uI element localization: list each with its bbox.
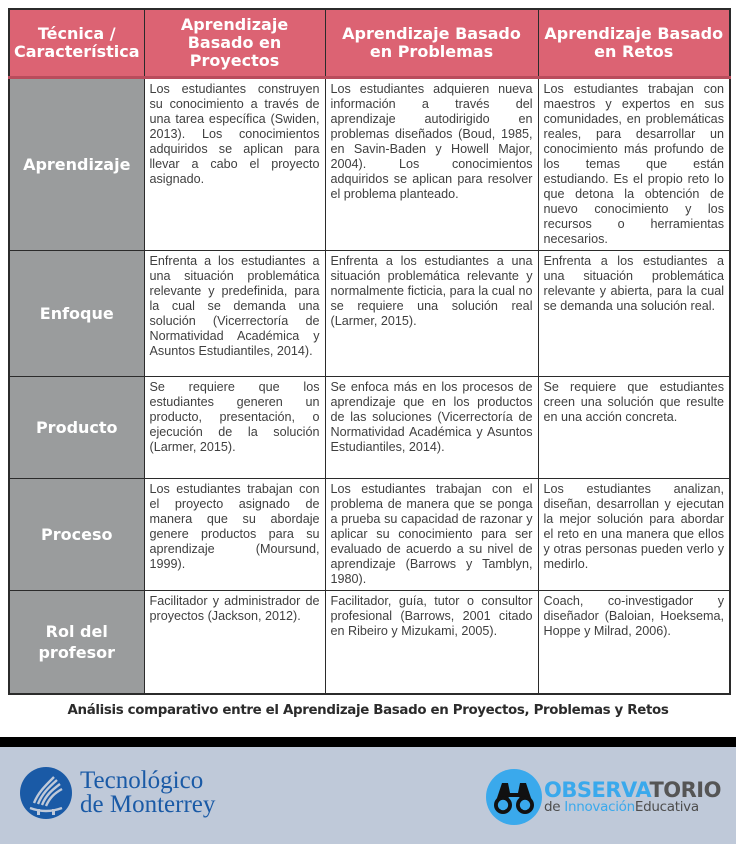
row-header: Producto — [9, 376, 144, 478]
table-cell: Se requiere que estudiantes creen una solución que resulte en una acción concreta. — [538, 376, 730, 478]
table-cell: Los estudiantes analizan, diseñan, desarrollan y ejecutan la mejor solución para abordar el reto en una manera que ellos y otras personas pueden verlo y medirlo. — [538, 478, 730, 590]
table-row-aprendizaje — [9, 77, 730, 250]
table-cell: Los estudiantes adquieren nueva información a través del aprendizaje autodirigido en problemas diseñados (Boud, 1985, en Savin-Baden y Howell Major, 2004). Los conocimientos adquiridos se aplican para resolver el problema planteado. — [325, 77, 538, 250]
table-row-enfoque — [9, 250, 730, 376]
header-challenges: Aprendizaje Basado en Retos — [538, 9, 730, 77]
table-cell: Los estudiantes trabajan con maestros y expertos en sus comunidades, en problemáticas reales, para desarrollar un conocimiento más profundo de los temas que están estudiando. Es el propio reto lo que detona la obtención de nuevo conocimiento y los recursos o herramientas necesarios. — [538, 77, 730, 250]
comparison-table-container — [8, 8, 729, 695]
table-row-producto — [9, 376, 730, 478]
table-cell: Los estudiantes construyen su conocimiento a través de una tarea específica (Swiden, 2013). Los conocimientos adquiridos se aplican para llevar a cabo el proyecto asignado. — [144, 77, 325, 250]
table-row-rol-profesor — [9, 590, 730, 694]
header-projects: Aprendizaje Basado en Proyectos — [144, 9, 325, 77]
torch-flame-emblem-icon — [20, 767, 72, 819]
obs-logo-observa: OBSERVA — [544, 777, 650, 802]
tec-monterrey-logo — [20, 767, 215, 819]
table-cell: Coach, co-investigador y diseñador (Baloian, Hoeksema, Hoppe y Milrad, 2006). — [538, 590, 730, 694]
table-cell: Se enfoca más en los procesos de aprendizaje que en los productos de las soluciones (Vicerrectoría de Normatividad Académica y Asuntos Estudiantiles, 2014). — [325, 376, 538, 478]
table-cell: Enfrenta a los estudiantes a una situación problemática relevante y normalmente ficticia, para la cual no se requiere una solución real (Larmer, 2015). — [325, 250, 538, 376]
table-row-proceso — [9, 478, 730, 590]
obs-logo-torio: TORIO — [649, 777, 721, 802]
row-header: Proceso — [9, 478, 144, 590]
table-cell: Los estudiantes trabajan con el proyecto asignado de manera que su abordaje genere productos para su aprendizaje (Moursund, 1999). — [144, 478, 325, 590]
table-cell: Enfrenta a los estudiantes a una situación problemática relevante y abierta, para la cual se demanda una solución real. — [538, 250, 730, 376]
observatorio-logo — [486, 769, 721, 825]
tec-logo-text — [80, 769, 215, 817]
obs-logo-innovacion: Innovación — [564, 798, 635, 815]
row-header: Rol del profesor — [9, 590, 144, 694]
table-cell: Se requiere que los estudiantes generen un producto, presentación, o ejecución de la solución (Larmer, 2015). — [144, 376, 325, 478]
table-header-row — [9, 9, 730, 77]
comparison-table — [8, 8, 731, 695]
header-problems: Aprendizaje Basado en Problemas — [325, 9, 538, 77]
obs-logo-de: de — [544, 798, 565, 815]
row-header: Enfoque — [9, 250, 144, 376]
table-caption: Análisis comparativo entre el Aprendizaje Basado en Proyectos, Problemas y Retos — [67, 703, 669, 718]
divider-band — [0, 737, 736, 747]
table-cell: Enfrenta a los estudiantes a una situación problemática relevante y predefinida, para la cual se demanda una solución (Vicerrectoría de Normatividad Académica y Asuntos Estudiantiles, 2014). — [144, 250, 325, 376]
row-header: Aprendizaje — [9, 77, 144, 250]
table-cell: Facilitador y administrador de proyectos (Jackson, 2012). — [144, 590, 325, 694]
observatorio-logo-text — [544, 777, 721, 815]
tec-logo-line1: Tecnológico — [80, 767, 204, 794]
tec-logo-line2: de Monterrey — [80, 791, 216, 818]
footer-logos — [0, 747, 736, 844]
table-cell: Los estudiantes trabajan con el problema de manera que se ponga a prueba su capacidad de razonar y aplicar su conocimiento para ser evaluado de acuerdo a su nivel de aprendizaje (Barrows y Tamblyn, 1980). — [325, 478, 538, 590]
table-cell: Facilitador, guía, tutor o consultor profesional (Barrows, 2001 citado en Ribeiro y Mizukami, 2005). — [325, 590, 538, 694]
header-technique: Técnica / Característica — [9, 9, 144, 77]
obs-logo-educativa: Educativa — [634, 798, 699, 815]
binoculars-icon — [486, 769, 542, 825]
